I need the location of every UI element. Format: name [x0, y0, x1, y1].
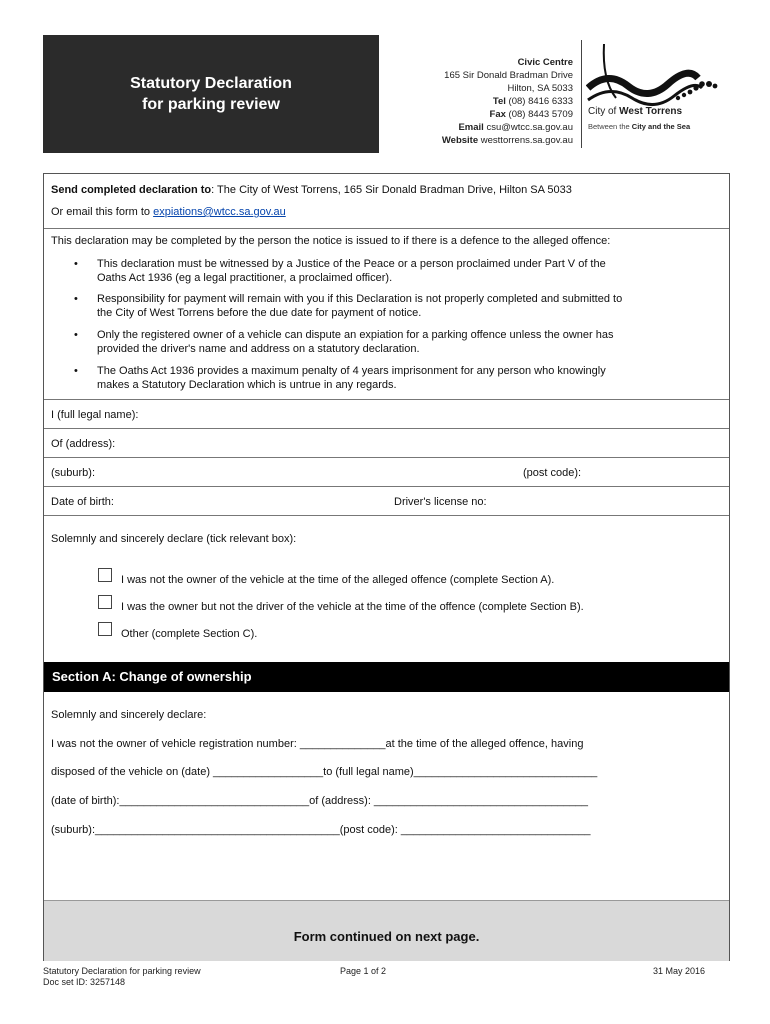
contact-website: westtorrens.sa.gov.au [480, 135, 573, 146]
document-title-block [43, 35, 379, 153]
info-bullet: This declaration must be witnessed by a Justice of the Peace or a person proclaimed under Part V of the Oaths Act 1936 (eg a legal practitioner, a proclaimed officer). [97, 258, 606, 284]
suburb-postcode-row[interactable] [44, 458, 729, 487]
license-label: Driver's license no: [394, 496, 487, 508]
contact-website-label: Website [441, 135, 479, 146]
section-a-line4: (suburb):________________________________________(post code): _______________________________ [51, 824, 591, 836]
footer-date: 31 May 2016 [653, 966, 706, 976]
bullet-icon: • [74, 365, 78, 377]
logo-city-name: City of West Torrens [588, 106, 683, 117]
contact-tel-label: Tel [492, 96, 506, 107]
section-a-line2: disposed of the vehicle on (date) __________________to (full legal name)______________________________ [51, 766, 598, 778]
footer-doc-info [43, 966, 201, 988]
document-title-line2: for parking review [142, 96, 280, 113]
declaration-form [43, 173, 730, 961]
postcode-label: (post code): [523, 467, 582, 479]
option-not-owner-label: I was not the owner of the vehicle at the time of the alleged offence (complete Section A). [121, 574, 555, 586]
section-a-line1: I was not the owner of vehicle registration number: ______________at the time of the alleged offence, having [51, 738, 584, 750]
dob-license-row[interactable] [44, 487, 729, 516]
send-instructions [44, 174, 729, 229]
section-a-heading: Section A: Change of ownership [44, 662, 729, 692]
full-name-label: I (full legal name): [51, 409, 139, 421]
contact-email: csu@wtcc.sa.gov.au [486, 122, 573, 133]
contact-address1: 165 Sir Donald Bradman Drive [444, 70, 573, 81]
continued-banner [44, 900, 729, 961]
section-a-line0: Solemnly and sincerely declare: [51, 709, 207, 721]
address-label: Of (address): [51, 438, 116, 450]
bullet-icon: • [74, 258, 78, 270]
contact-email-label: Email [458, 122, 484, 133]
option-not-driver-label: I was the owner but not the driver of the vehicle at the time of the offence (complete Section B). [121, 601, 584, 613]
contact-tel: (08) 8416 6333 [508, 96, 573, 107]
logo-tagline: Between the City and the Sea [588, 122, 691, 131]
full-name-field[interactable] [44, 400, 729, 429]
info-bullet: Responsibility for payment will remain with you if this Declaration is not properly completed and submitted to the City of West Torrens before the due date for payment of notice. [97, 293, 623, 319]
document-title-line1: Statutory Declaration [130, 75, 292, 92]
send-address: : The City of West Torrens, 165 Sir Donald Bradman Drive, Hilton SA 5033 [211, 184, 572, 196]
info-bullet: Only the registered owner of a vehicle can dispute an expiation for a parking offence unless the owner has provided the driver's name and address on a statutory declaration. [97, 329, 614, 355]
email-prefix: Or email this form to [51, 206, 151, 218]
footer-doc-title: Statutory Declaration for parking review [43, 966, 201, 976]
address-field[interactable] [44, 429, 729, 458]
contact-org: Civic Centre [517, 57, 573, 68]
section-a-line3: (date of birth):_______________________________of (address): ___________________________________ [51, 795, 589, 807]
info-bullet: The Oaths Act 1936 provides a maximum penalty of 4 years imprisonment for any person who knowingly makes a Statutory Declaration which is untrue in any regards. [97, 365, 606, 391]
suburb-label: (suburb): [51, 467, 96, 479]
email-link[interactable]: expiations@wtcc.sa.gov.au [153, 206, 286, 218]
footer-doc-id: Doc set ID: 3257148 [43, 977, 126, 987]
continued-text: Form continued on next page. [293, 929, 480, 944]
contact-fax: (08) 8443 5709 [508, 109, 573, 120]
contact-fax-label: Fax [489, 109, 506, 120]
contact-divider [581, 40, 582, 148]
option-not-driver-checkbox[interactable] [98, 595, 112, 609]
dob-label: Date of birth: [51, 496, 114, 508]
bullet-icon: • [74, 293, 78, 305]
bullet-icon: • [74, 329, 78, 341]
option-not-owner-checkbox[interactable] [98, 568, 112, 582]
contact-address2: Hilton, SA 5033 [507, 83, 573, 94]
info-intro: This declaration may be completed by the person the notice is issued to if there is a defence to the alleged offence: [51, 235, 611, 247]
info-section [44, 229, 729, 400]
option-other-label: Other (complete Section C). [121, 628, 258, 640]
contact-details [400, 56, 573, 147]
declare-heading: Solemnly and sincerely declare (tick relevant box): [51, 533, 297, 545]
footer-page-number: Page 1 of 2 [340, 966, 387, 976]
send-label: Send completed declaration to [51, 184, 212, 196]
option-other-checkbox[interactable] [98, 622, 112, 636]
